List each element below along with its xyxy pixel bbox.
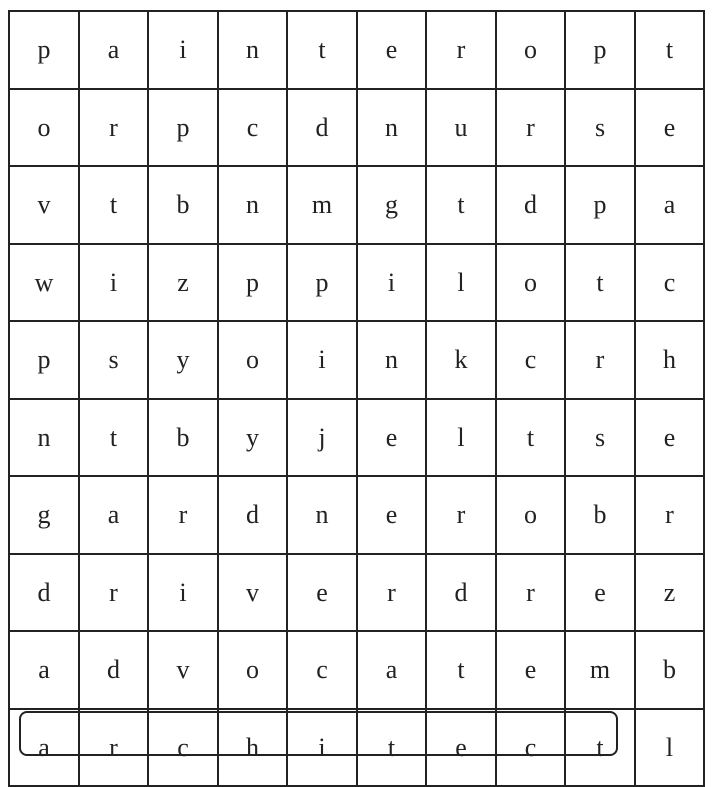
letter-cell: t [427, 167, 497, 245]
letter-cell: m [566, 632, 636, 710]
letter-cell: o [497, 477, 566, 555]
letter-cell: e [636, 90, 705, 167]
letter-cell: i [149, 12, 219, 90]
letter-cell: c [149, 710, 219, 787]
letter-cell: c [497, 322, 566, 400]
letter-cell: c [497, 710, 566, 787]
letter-cell: y [219, 400, 288, 477]
letter-cell: t [636, 12, 705, 90]
letter-cell: p [288, 245, 358, 322]
letter-cell: n [219, 12, 288, 90]
letter-cell: d [497, 167, 566, 245]
letter-cell: e [358, 400, 427, 477]
letter-cell: e [427, 710, 497, 787]
letter-cell: r [427, 477, 497, 555]
letter-cell: r [80, 710, 149, 787]
letter-cell: b [636, 632, 705, 710]
letter-cell: g [10, 477, 80, 555]
letter-cell: r [358, 555, 427, 632]
letter-cell: t [358, 710, 427, 787]
letter-cell: t [566, 245, 636, 322]
letter-cell: r [636, 477, 705, 555]
letter-cell: o [10, 90, 80, 167]
letter-cell: l [427, 400, 497, 477]
letter-cell: e [358, 477, 427, 555]
letter-cell: s [566, 90, 636, 167]
letter-cell: n [358, 322, 427, 400]
letter-cell: t [427, 632, 497, 710]
letter-cell: r [427, 12, 497, 90]
letter-cell: e [636, 400, 705, 477]
letter-cell: c [636, 245, 705, 322]
letter-cell: s [566, 400, 636, 477]
letter-cell: i [288, 710, 358, 787]
letter-cell: z [149, 245, 219, 322]
letter-cell: t [566, 710, 636, 787]
letter-cell: z [636, 555, 705, 632]
letter-cell: r [80, 90, 149, 167]
letter-cell: g [358, 167, 427, 245]
letter-cell: h [636, 322, 705, 400]
letter-cell: m [288, 167, 358, 245]
letter-cell: e [566, 555, 636, 632]
letter-cell: e [288, 555, 358, 632]
letter-cell: a [636, 167, 705, 245]
letter-cell: a [10, 710, 80, 787]
letter-cell: d [10, 555, 80, 632]
word-search-grid [8, 10, 705, 787]
letter-cell: i [358, 245, 427, 322]
letter-cell: l [636, 710, 705, 787]
letter-cell: r [149, 477, 219, 555]
letter-cell: o [219, 632, 288, 710]
letter-cell: a [10, 632, 80, 710]
letter-cell: o [219, 322, 288, 400]
letter-cell: n [10, 400, 80, 477]
letter-cell: n [288, 477, 358, 555]
letter-cell: t [80, 167, 149, 245]
letter-cell: d [288, 90, 358, 167]
letter-cell: e [497, 632, 566, 710]
letter-cell: i [80, 245, 149, 322]
letter-cell: p [566, 167, 636, 245]
letter-cell: h [219, 710, 288, 787]
letter-cell: s [80, 322, 149, 400]
letter-cell: c [219, 90, 288, 167]
letter-cell: e [358, 12, 427, 90]
letter-cell: c [288, 632, 358, 710]
letter-cell: o [497, 245, 566, 322]
letter-cell: t [288, 12, 358, 90]
letter-cell: t [497, 400, 566, 477]
letter-cell: y [149, 322, 219, 400]
letter-cell: b [149, 400, 219, 477]
letter-cell: r [497, 90, 566, 167]
letter-cell: i [149, 555, 219, 632]
letter-cell: b [566, 477, 636, 555]
letter-cell: v [10, 167, 80, 245]
letter-cell: a [80, 12, 149, 90]
letter-cell: n [219, 167, 288, 245]
letter-cell: p [149, 90, 219, 167]
letter-cell: v [219, 555, 288, 632]
letter-cell: d [80, 632, 149, 710]
letter-cell: a [358, 632, 427, 710]
letter-cell: a [80, 477, 149, 555]
letter-cell: n [358, 90, 427, 167]
letter-cell: d [427, 555, 497, 632]
letter-cell: u [427, 90, 497, 167]
letter-cell: p [10, 322, 80, 400]
letter-cell: k [427, 322, 497, 400]
letter-cell: o [497, 12, 566, 90]
letter-cell: p [566, 12, 636, 90]
letter-cell: r [566, 322, 636, 400]
letter-cell: b [149, 167, 219, 245]
letter-cell: r [80, 555, 149, 632]
letter-cell: p [219, 245, 288, 322]
letter-cell: l [427, 245, 497, 322]
letter-cell: j [288, 400, 358, 477]
letter-cell: p [10, 12, 80, 90]
letter-cell: v [149, 632, 219, 710]
letter-cell: r [497, 555, 566, 632]
letter-cell: d [219, 477, 288, 555]
letter-cell: w [10, 245, 80, 322]
letter-cell: i [288, 322, 358, 400]
letter-cell: t [80, 400, 149, 477]
